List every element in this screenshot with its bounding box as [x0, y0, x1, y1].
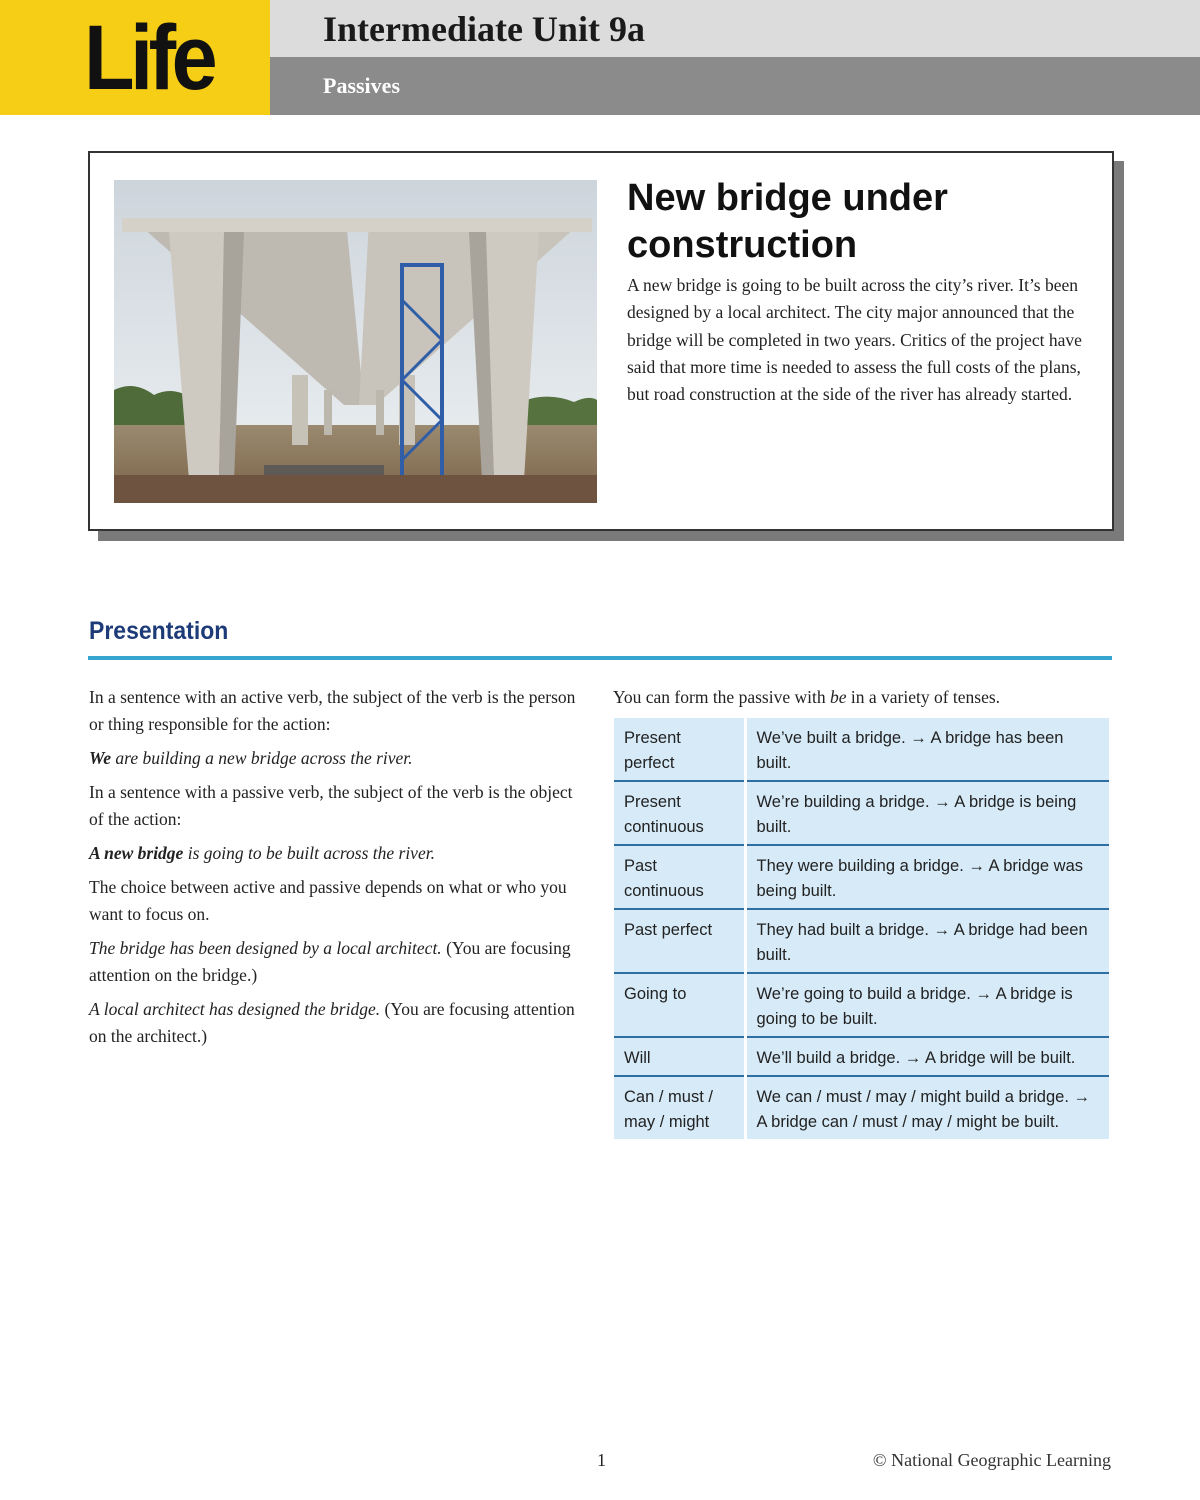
- table-row: [614, 1076, 1109, 1139]
- table-row: [614, 781, 1109, 845]
- example-rest: is going to be built across the river.: [183, 843, 435, 863]
- example-rest: are building a new bridge across the river.: [111, 748, 413, 768]
- tense-example-cell: We can / must / may / might build a bridge. → A bridge can / must / may / might be built.: [745, 1076, 1109, 1139]
- feature-title: New bridge under construction: [627, 177, 948, 266]
- example-active: [89, 745, 589, 772]
- explanation-column: [89, 684, 589, 1057]
- example-sentence: The bridge has been designed by a local architect.: [89, 938, 442, 958]
- table-row: [614, 718, 1109, 781]
- tense-name-cell: Can / must / may / might: [614, 1076, 745, 1139]
- intro-text: in a variety of tenses.: [846, 687, 1001, 707]
- tense-name-cell: Present continuous: [614, 781, 745, 845]
- page-subtitle: Passives: [323, 73, 400, 98]
- header-title-bar: [270, 0, 1200, 57]
- tense-name-cell: Past perfect: [614, 909, 745, 973]
- page-title: Intermediate Unit 9a: [323, 9, 645, 49]
- example-subject: A new bridge: [89, 843, 184, 863]
- tenses-intro: [613, 684, 1113, 711]
- tense-example-cell: We’re building a bridge. → A bridge is being built.: [745, 781, 1109, 845]
- example-subject: We: [89, 748, 112, 768]
- table-row: [614, 1037, 1109, 1076]
- life-logo: [0, 0, 270, 115]
- page-number: 1: [597, 1450, 606, 1470]
- example-passive: [89, 840, 589, 867]
- tense-example-cell: We’ll build a bridge. → A bridge will be built.: [745, 1037, 1109, 1076]
- intro-text: You can form the passive with: [613, 687, 830, 707]
- tense-example-cell: We’ve built a bridge. → A bridge has been built.: [745, 718, 1109, 781]
- tense-name-cell: Going to: [614, 973, 745, 1037]
- paragraph-choice: The choice between active and passive depends on what or who you want to focus on.: [89, 877, 567, 924]
- logo-text: Life: [84, 7, 214, 109]
- example-bridge-focus: [89, 935, 589, 989]
- header-subtitle-bar: [270, 57, 1200, 115]
- section-title: Presentation: [89, 617, 229, 645]
- table-row: [614, 909, 1109, 973]
- section-divider: [88, 656, 1112, 660]
- example-sentence: A local architect has designed the bridge.: [89, 999, 381, 1019]
- example-note: (You are focusing attention on the architect.): [89, 999, 575, 1046]
- feature-box: [88, 151, 1114, 531]
- tense-example-cell: They had built a bridge. → A bridge had been built.: [745, 909, 1109, 973]
- table-row: [614, 973, 1109, 1037]
- intro-verb: be: [829, 687, 847, 707]
- example-architect-focus: [89, 996, 589, 1050]
- table-row: [614, 845, 1109, 909]
- tense-name-cell: Present perfect: [614, 718, 745, 781]
- paragraph-passive: In a sentence with a passive verb, the subject of the verb is the object of the action:: [89, 782, 573, 829]
- feature-text: A new bridge is going to be built across the city’s river. It’s been designed by a local architect. The city major announced that the bridge will be completed in two years. Critics of the project have said that more time is needed to assess the full costs of the plans, but road construction at the side of the river has already started.: [627, 275, 1082, 405]
- tense-example-cell: They were building a bridge. → A bridge was being built.: [745, 845, 1109, 909]
- paragraph-active: In a sentence with an active verb, the subject of the verb is the person or thing responsible for the action:: [89, 687, 576, 734]
- example-note: (You are focusing attention on the bridge.): [89, 938, 571, 985]
- tenses-table: [614, 718, 1109, 1139]
- bridge-photo: [114, 180, 597, 503]
- tense-name-cell: Past continuous: [614, 845, 745, 909]
- copyright-notice: © National Geographic Learning: [872, 1450, 1111, 1470]
- tense-example-cell: We’re going to build a bridge. → A bridge is going to be built.: [745, 973, 1109, 1037]
- tense-name-cell: Will: [614, 1037, 745, 1076]
